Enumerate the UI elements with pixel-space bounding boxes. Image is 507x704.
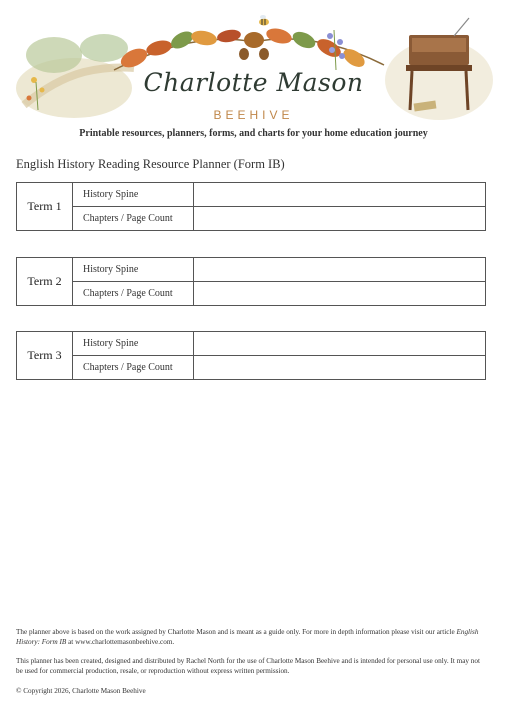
history-spine-label: History Spine (73, 183, 194, 206)
autumn-leaves-garland (114, 26, 384, 71)
term-2-table (16, 257, 486, 306)
chapters-page-count-field[interactable] (194, 356, 485, 379)
article-link[interactable]: English History: Form IB (16, 628, 479, 646)
logo-wordmark: Charlotte Mason (143, 68, 364, 97)
table-row (73, 332, 485, 356)
chapters-page-count-field[interactable] (194, 282, 485, 305)
bee-icon (259, 15, 269, 26)
table-row (73, 258, 485, 282)
history-spine-field[interactable] (194, 258, 485, 281)
page-title: English History Reading Resource Planner (Form IB) (16, 157, 285, 171)
term-label: Term 1 (17, 183, 73, 230)
footer-note (16, 628, 488, 647)
history-spine-field[interactable] (194, 183, 485, 206)
history-spine-label: History Spine (73, 258, 194, 281)
term-3-table (16, 331, 486, 380)
chapters-page-count-label: Chapters / Page Count (73, 282, 194, 305)
table-row (73, 282, 485, 305)
logo-subtitle: BEEHIVE (213, 108, 294, 122)
footer-note-text: The planner above is based on the work assigned by Charlotte Mason and is meant as a guide only. For more in depth information please visit our article (16, 628, 457, 636)
footer-license: This planner has been created, designed and distributed by Rachel North for the use of Charlotte Mason Beehive and is intended for personal use only. It may not be used for commercial production, resale, or reproduction without express written permission. (16, 657, 480, 675)
term-label: Term 3 (17, 332, 73, 379)
footer-copyright: © Copyright 2026, Charlotte Mason Beehive (16, 687, 146, 695)
table-row (73, 183, 485, 207)
tagline: Printable resources, planners, forms, and charts for your home education journey (79, 128, 428, 139)
term-1-table (16, 182, 486, 231)
table-row (73, 207, 485, 230)
history-spine-field[interactable] (194, 332, 485, 355)
footer-note-text-end: at www.charlottemasonbeehive.com. (66, 637, 175, 646)
term-label: Term 2 (17, 258, 73, 305)
chapters-page-count-label: Chapters / Page Count (73, 207, 194, 230)
table-row (73, 356, 485, 379)
chapters-page-count-label: Chapters / Page Count (73, 356, 194, 379)
history-spine-label: History Spine (73, 332, 194, 355)
chapters-page-count-field[interactable] (194, 207, 485, 230)
